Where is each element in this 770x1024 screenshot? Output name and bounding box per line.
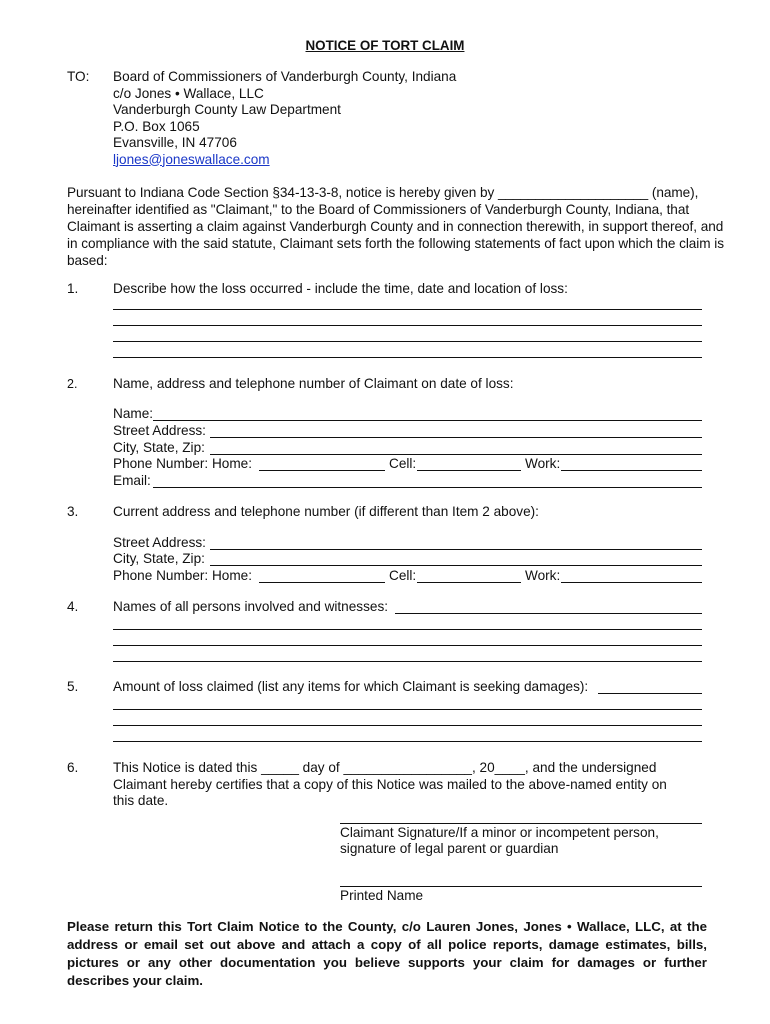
answer-line[interactable] (113, 661, 702, 662)
item-6-line: This Notice is dated this _____ day of _________________, 20____, and the undersigned (113, 760, 657, 775)
item-number: 5. (67, 679, 79, 694)
phone-label: Phone Number: Home: (113, 568, 253, 583)
item-2-prompt: Name, address and telephone number of Claimant on date of loss: (113, 376, 514, 391)
item-4-prompt: Names of all persons involved and witnesses: (113, 599, 389, 614)
work-label: Work: (525, 456, 561, 471)
cell-phone-field[interactable] (417, 470, 521, 471)
printed-name-line[interactable] (340, 886, 702, 887)
address-line: Evansville, IN 47706 (113, 135, 237, 150)
email-label: Email: (113, 473, 151, 488)
item-number: 3. (67, 504, 79, 519)
intro-paragraph: Pursuant to Indiana Code Section §34-13-3-8, notice is hereby given by ____________________ (name), hereinafter identified as "Claimant," to the Board of Commissioners of Vanderburgh County, Indiana, that Claimant is asserting a claim against Vanderburgh County and in connection therewith, in support thereof, and in compliance with the said statute, Claimant sets forth the following statements of fact upon which the claim is based: (67, 185, 724, 268)
city-field[interactable] (210, 565, 702, 566)
to-label: TO: (67, 69, 90, 84)
answer-line[interactable] (113, 629, 702, 630)
item-3-prompt: Current address and telephone number (if different than Item 2 above): (113, 504, 539, 519)
work-label: Work: (525, 568, 561, 583)
street-field[interactable] (210, 437, 702, 438)
signature-caption: Claimant Signature/If a minor or incompetent person, (340, 825, 659, 840)
answer-line[interactable] (113, 645, 702, 646)
answer-line[interactable] (113, 725, 702, 726)
answer-line[interactable] (113, 709, 702, 710)
name-label: Name: (113, 406, 154, 421)
signature-caption: signature of legal parent or guardian (340, 841, 559, 856)
address-line: P.O. Box 1065 (113, 118, 200, 134)
item-5-prompt: Amount of loss claimed (list any items for which Claimant is seeking damages): (113, 679, 589, 694)
item-6-line: this date. (113, 793, 169, 808)
home-phone-field[interactable] (259, 582, 385, 583)
home-phone-field[interactable] (259, 470, 385, 471)
email-link[interactable]: ljones@joneswallace.com (113, 151, 270, 167)
signature-line[interactable] (340, 823, 702, 824)
item-number: 1. (67, 281, 79, 296)
answer-line[interactable] (113, 341, 702, 342)
address-line: c/o Jones • Wallace, LLC (113, 85, 264, 101)
work-phone-field[interactable] (561, 582, 702, 583)
cell-label: Cell: (389, 456, 417, 471)
city-label: City, State, Zip: (113, 551, 205, 566)
document-title: NOTICE OF TORT CLAIM (305, 38, 465, 53)
address-line: Board of Commissioners of Vanderburgh County, Indiana (113, 69, 457, 84)
item-number: 4. (67, 599, 79, 614)
city-field[interactable] (210, 454, 702, 455)
cell-phone-field[interactable] (417, 582, 521, 583)
name-field[interactable] (153, 420, 702, 421)
item-number: 6. (67, 760, 79, 775)
address-line: Vanderburgh County Law Department (113, 102, 341, 117)
item-6-line: Claimant hereby certifies that a copy of this Notice was mailed to the above-named entity on (113, 776, 667, 792)
cell-label: Cell: (389, 568, 417, 583)
answer-line[interactable] (113, 741, 702, 742)
amount-field[interactable] (598, 693, 702, 694)
return-instructions: Please return this Tort Claim Notice to the County, c/o Lauren Jones, Jones • Wallace, LLC, at the address or email set out above and attach a copy of all police reports, damage estimates, bills, pictures or any other documentation you believe supports your claim for damages or further describes your claim. (67, 919, 707, 988)
printed-name-caption: Printed Name (340, 888, 424, 903)
work-phone-field[interactable] (561, 470, 702, 471)
email-field[interactable] (153, 487, 702, 488)
item-1-prompt: Describe how the loss occurred - include the time, date and location of loss: (113, 281, 568, 296)
answer-line[interactable] (113, 309, 702, 310)
street-label: Street Address: (113, 423, 206, 438)
item-number: 2. (67, 377, 78, 391)
answer-line[interactable] (113, 357, 702, 358)
witnesses-field[interactable] (395, 613, 702, 614)
answer-line[interactable] (113, 325, 702, 326)
phone-label: Phone Number: Home: (113, 456, 253, 471)
street-label: Street Address: (113, 535, 206, 550)
city-label: City, State, Zip: (113, 440, 205, 455)
street-field[interactable] (210, 549, 702, 550)
